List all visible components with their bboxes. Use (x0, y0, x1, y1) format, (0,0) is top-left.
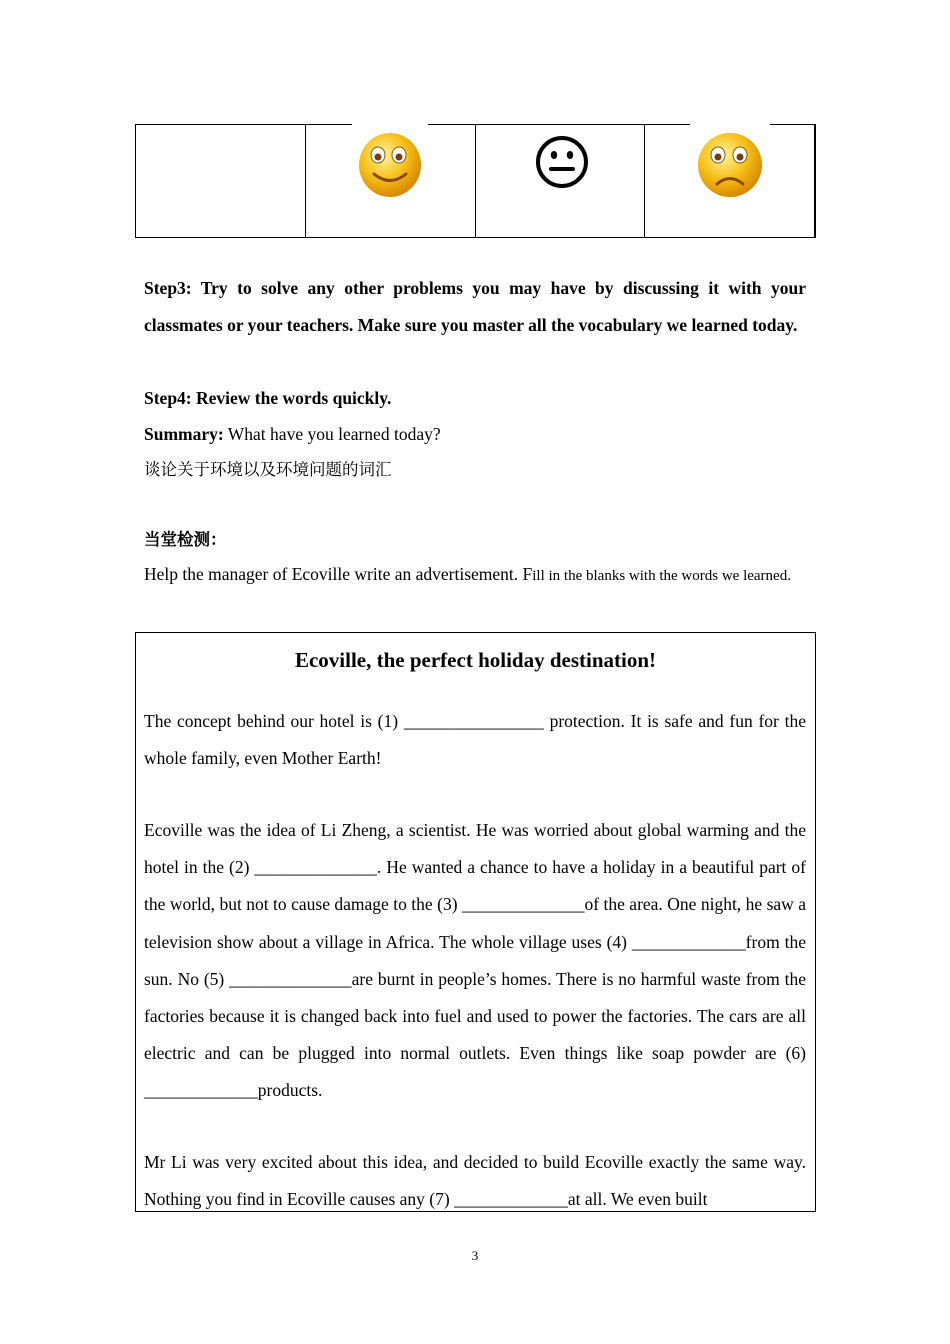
advertisement-paragraph-2: Ecoville was the idea of Li Zheng, a scientist. He was worried about global warming and the hotel in the (2) ______________. He wanted a chance to have a holiday in a beautiful part of the world, but not to cause damage to the (3) ______________of the area. One night, he saw a television show about a village in Africa. The whole village uses (4) _____________from the sun. No (5) ______________are burnt in people’s homes. There is no harmful waste from the factories because it is changed back into fuel and used to power the factories. The cars are all electric and can be plugged into normal outlets. Even things like soap powder are (6) _____________products. (144, 820, 806, 1101)
step4-text: Step4: Review the words quickly. (144, 388, 392, 408)
summary-label: Summary: (144, 424, 224, 444)
border-gap (690, 123, 770, 127)
instruction-end: ill in the blanks with the words we learned. (532, 568, 791, 584)
rating-table-neutral-cell (476, 125, 646, 237)
rating-table-happy-cell (306, 125, 476, 237)
border-gap (352, 123, 428, 127)
advertisement-paragraph-3: Mr Li was very excited about this idea, and decided to build Ecoville exactly the same way. Nothing you find in Ecoville causes any (7) _____________at all. We even built (144, 1152, 806, 1210)
instruction-start: Help the manager of Ecoville write an advertisement. F (144, 564, 533, 584)
step3-text: Step3: Try to solve any other problems you may have by discussing it with your classmates or your teachers. Make sure you master all the vocabulary we learned today. (144, 278, 806, 335)
rating-table (135, 124, 816, 238)
in-class-check-heading: 当堂检测： (144, 530, 227, 549)
summary-question: What have you learned today? (223, 424, 441, 444)
advertisement-box (135, 632, 816, 1212)
summary-chinese: 谈论关于环境以及环境问题的词汇 (144, 460, 392, 479)
page-number: 3 (471, 1248, 479, 1263)
smiling-face-icon (357, 129, 423, 199)
rating-table-sad-cell (645, 125, 815, 237)
neutral-face-icon (535, 135, 589, 189)
instruction-text (144, 556, 806, 594)
advertisement-paragraph-1: The concept behind our hotel is (1) ________________ protection. It is safe and fun for the whole family, even Mother Earth! (144, 711, 806, 769)
rating-table-label-cell (136, 125, 306, 237)
advertisement-title: Ecoville, the perfect holiday destination! (294, 648, 657, 672)
frowning-face-icon (696, 129, 764, 199)
summary-line (144, 420, 806, 448)
